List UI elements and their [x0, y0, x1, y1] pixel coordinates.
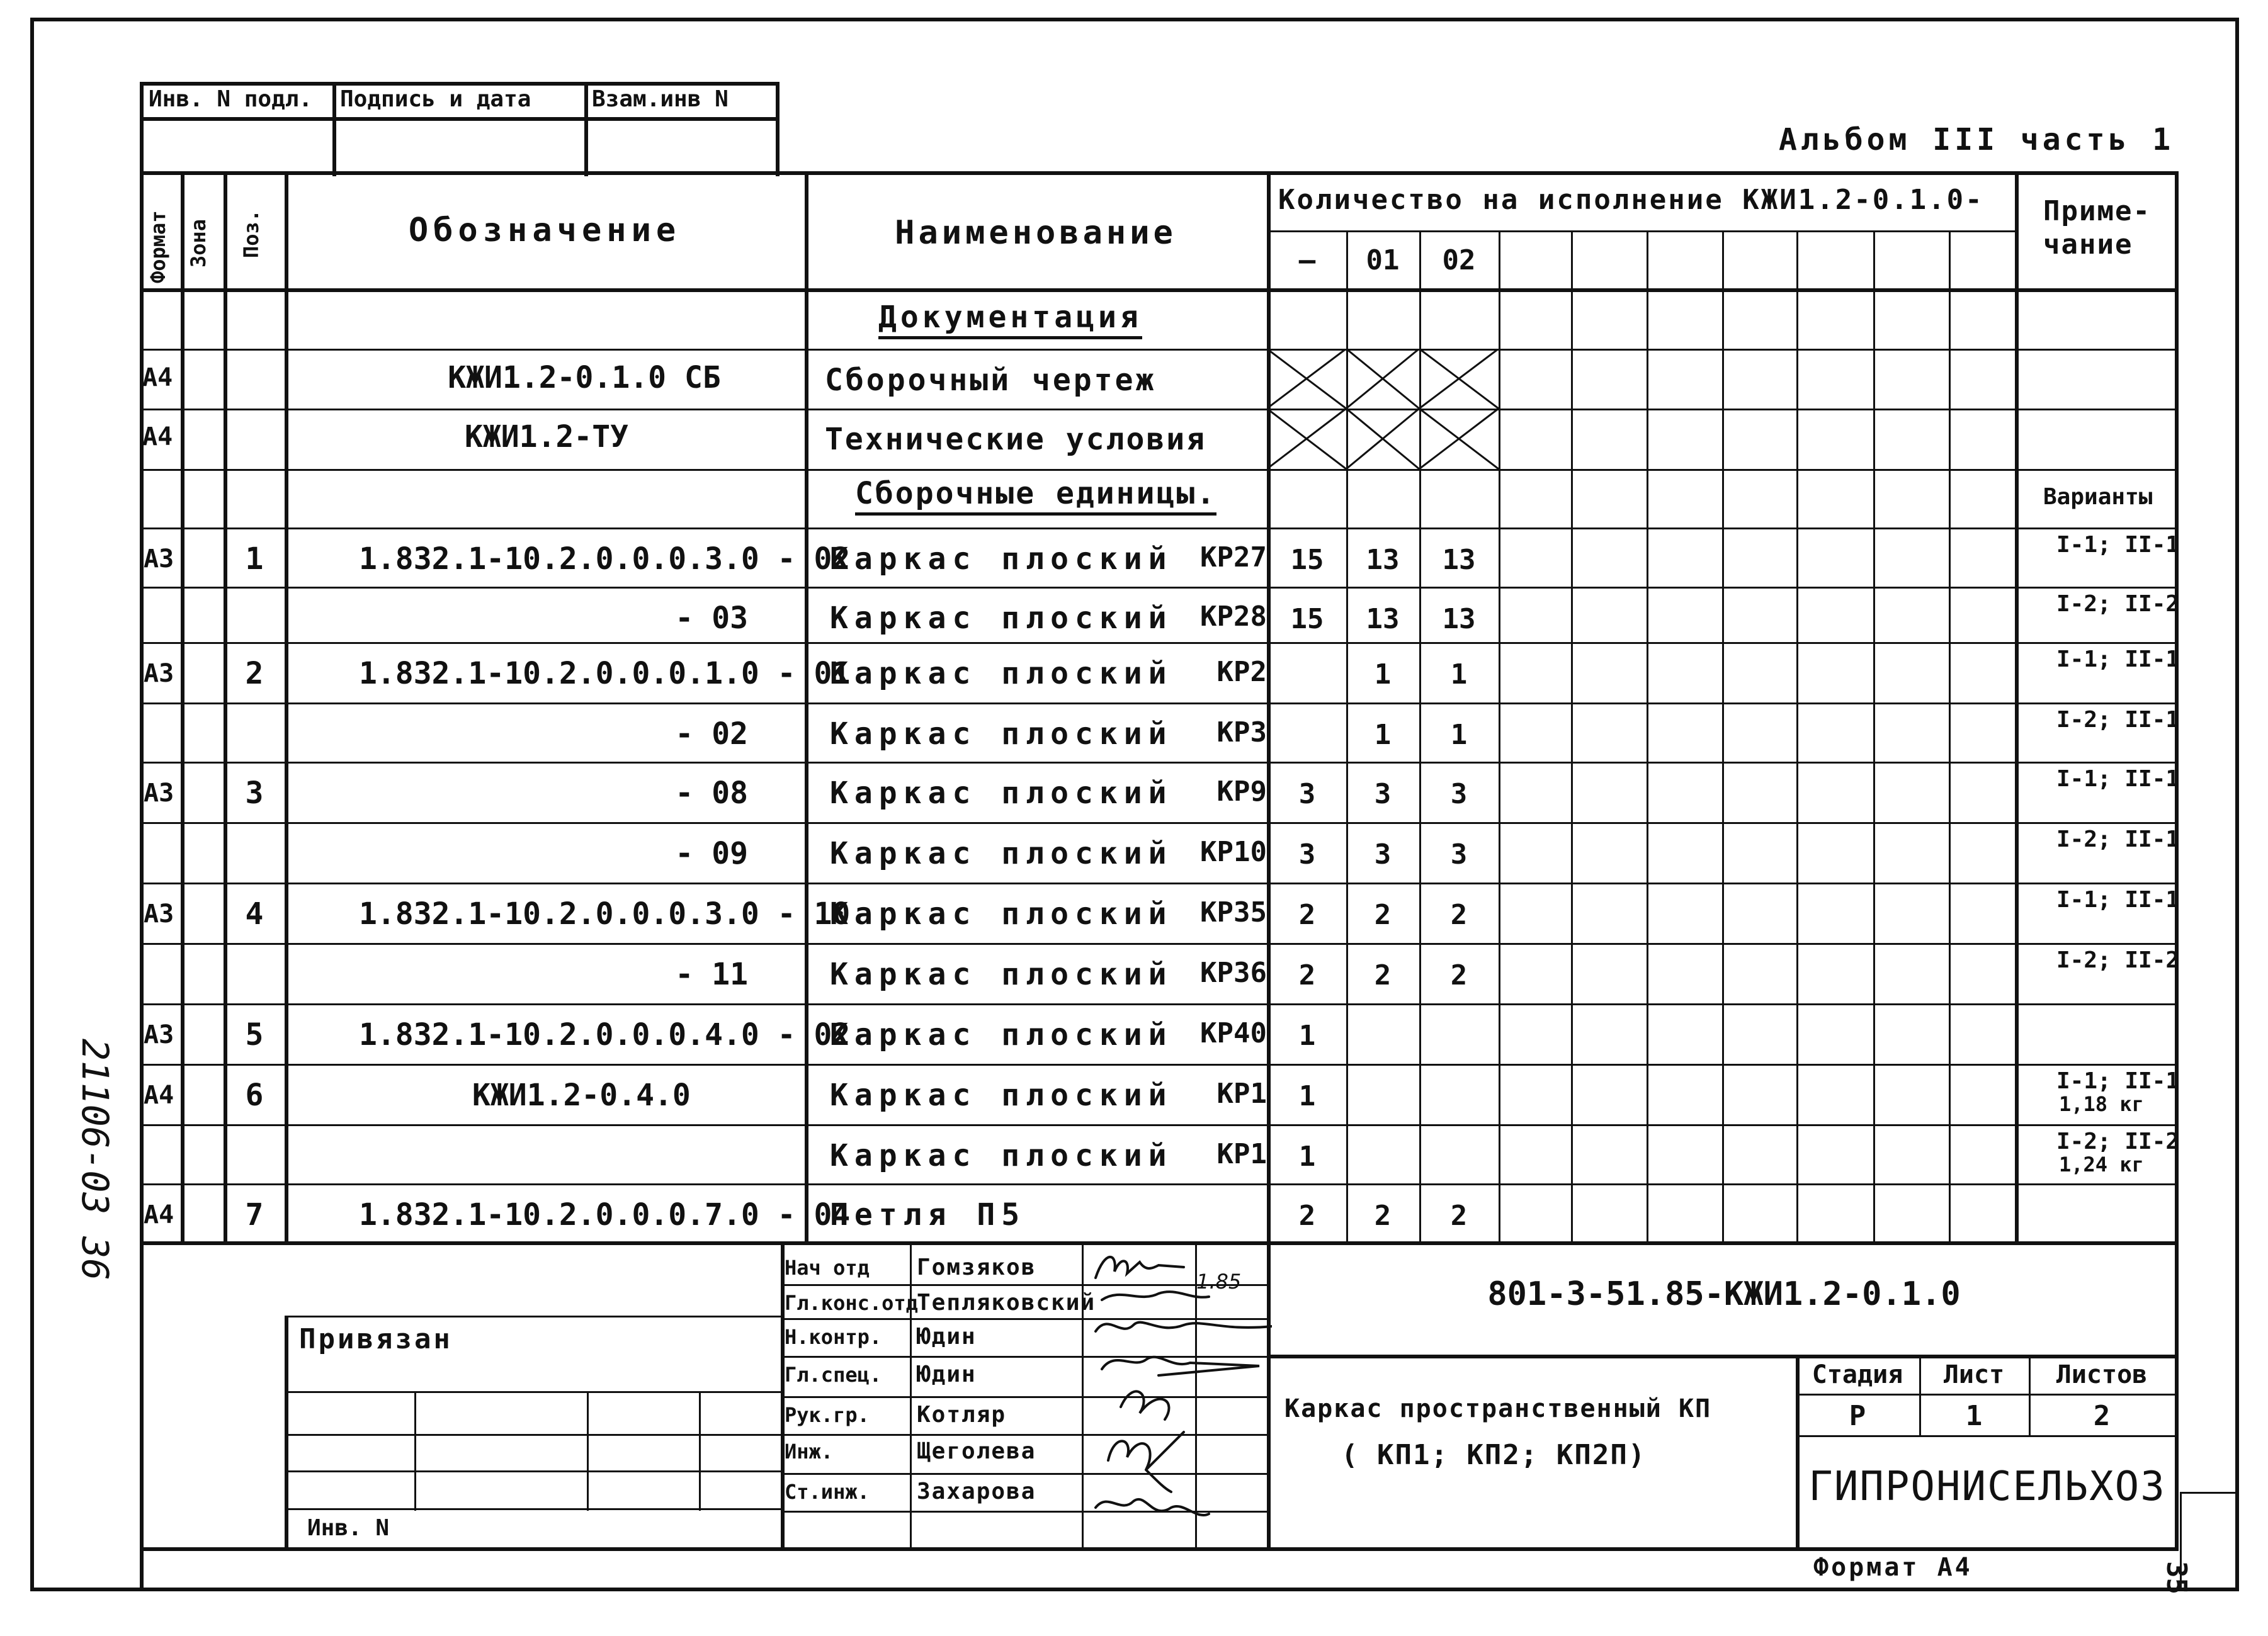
role-label: Нач отд [785, 1256, 870, 1280]
row-qty: 13 [1366, 603, 1400, 635]
role-person: Тепляковский [917, 1290, 1096, 1316]
row-name: Каркас плоский [830, 1078, 1173, 1113]
row-pos: 4 [245, 896, 264, 932]
row-name: Каркас плоский [830, 601, 1173, 636]
row-qty: 13 [1442, 603, 1476, 635]
stamp-inv-label: Инв. N подл. [149, 86, 313, 112]
row-note: I-2; II-2 [2056, 591, 2180, 617]
stamp-sign-label: Подпись и дата [340, 86, 531, 112]
row-designation: - 09 [675, 836, 748, 871]
role-label: Рук.гр. [785, 1403, 870, 1427]
sheet-label: Лист [1943, 1360, 2005, 1389]
row-pos: 1 [245, 541, 264, 577]
row-qty: 1 [1450, 719, 1468, 751]
row-qty: 2 [1298, 959, 1316, 991]
row-qty: 1 [1450, 658, 1468, 691]
row-note: I-2; II-2 [2056, 947, 2180, 973]
row-qty: 13 [1366, 544, 1400, 576]
row-note: I-1; II-1 [2056, 532, 2180, 558]
row-qty: 15 [1290, 603, 1324, 635]
row-qty: 15 [1290, 544, 1324, 576]
frame-bottom [30, 1588, 2239, 1591]
row-qty: 2 [1374, 1200, 1392, 1232]
stamp-replace-label: Взам.инв N [592, 86, 729, 112]
doc-row-2-designation: КЖИ1.2-ТУ [464, 419, 629, 454]
margin-note: 21106-03 36 [74, 1039, 116, 1281]
row-qty: 2 [1450, 899, 1468, 931]
row-designation: 1.832.1-10.2.0.0.0.1.0 - 01 [359, 656, 851, 691]
doc-cross-marks [1267, 349, 1506, 469]
row-note: I-1; II-1 [2056, 646, 2180, 672]
row-name: Петля П5 [830, 1197, 1026, 1233]
row-pos: 2 [245, 656, 264, 691]
header-quantity: Количество на исполнение КЖИ1.2-0.1.0- [1278, 184, 1984, 216]
row-designation: 1.832.1-10.2.0.0.0.3.0 - 10 [359, 896, 851, 932]
row-designation: 1.832.1-10.2.0.0.0.7.0 - 04 [359, 1197, 851, 1233]
row-name: Каркас плоский [830, 716, 1173, 752]
sheets-label: Листов [2056, 1360, 2148, 1389]
row-qty: 3 [1374, 838, 1392, 871]
format-label: Формат А4 [1813, 1553, 1973, 1582]
row-pos: 5 [245, 1017, 264, 1052]
row-mark: КР27 [1200, 541, 1267, 573]
row-qty: 2 [1374, 959, 1392, 991]
title-line2: ( КП1; КП2; КП2П) [1341, 1439, 1647, 1471]
row-designation: - 03 [675, 601, 748, 636]
row-note: I-1; II-1 [2056, 766, 2180, 792]
role-person: Щеголева [917, 1438, 1036, 1464]
doc-row-2-format: А4 [142, 422, 173, 451]
role-person: Котляр [917, 1402, 1007, 1428]
row-note: I-2; II-1 [2056, 826, 2180, 852]
row-qty: 3 [1450, 778, 1468, 810]
header-designation: Обозначение [408, 212, 681, 249]
page-number: 35 [2160, 1561, 2192, 1594]
row-note: I-1; II-1 [2056, 1068, 2180, 1094]
row-format: А3 [144, 1020, 174, 1049]
row-name: Каркас плоский [830, 1138, 1173, 1173]
section-docs: Документация [878, 302, 1142, 339]
album-label: Альбом III часть 1 [1779, 122, 2175, 157]
row-qty: 3 [1374, 778, 1392, 810]
role-person: Гомзяков [917, 1255, 1036, 1280]
row-name: Каркас плоский [830, 541, 1173, 577]
org-name: ГИПРОНИСЕЛЬХОЗ [1808, 1464, 2166, 1510]
role-person: Юдин [917, 1362, 977, 1387]
row-pos: 7 [245, 1197, 264, 1233]
row-mark: КР1 [1216, 1138, 1267, 1170]
row-designation: - 08 [675, 776, 748, 811]
variants-label: Варианты [2043, 484, 2153, 510]
row-note: I-2; II-1 [2056, 707, 2180, 733]
doc-row-1-name: Сборочный чертеж [825, 363, 1157, 398]
doc-row-1-designation: КЖИ1.2-0.1.0 СБ [448, 360, 721, 395]
row-mark: КР10 [1200, 836, 1267, 868]
attached-label: Привязан [299, 1323, 453, 1355]
role-label: Гл.конс.отд [785, 1291, 918, 1315]
row-mark: КР28 [1200, 601, 1267, 633]
row-mark: КР3 [1216, 716, 1267, 748]
row-mark: КР40 [1200, 1017, 1267, 1049]
row-name: Каркас плоский [830, 656, 1173, 691]
row-mark: КР9 [1216, 776, 1267, 808]
row-note: I-1; II-1 [2056, 887, 2180, 913]
row-note-weight: 1,24 кг [2059, 1153, 2144, 1176]
row-name: Каркас плоский [830, 1017, 1173, 1052]
inv-label: Инв. N [307, 1515, 390, 1541]
row-qty: 2 [1298, 899, 1316, 931]
row-pos: 6 [245, 1078, 264, 1113]
signatures-image [1083, 1243, 1272, 1545]
row-name: Каркас плоский [830, 836, 1173, 871]
role-label: Инж. [785, 1440, 834, 1464]
header-variant-1: 01 [1366, 244, 1400, 276]
row-mark: КР35 [1200, 896, 1267, 928]
header-variant-0: — [1298, 244, 1316, 276]
row-designation: КЖИ1.2-0.4.0 [472, 1078, 691, 1113]
row-qty: 13 [1442, 544, 1476, 576]
row-mark: КР2 [1216, 656, 1267, 688]
row-name: Каркас плоский [830, 776, 1173, 811]
header-pos: Поз. [239, 209, 263, 258]
row-format: А3 [144, 659, 174, 688]
frame-top [30, 18, 2239, 21]
row-qty: 3 [1298, 778, 1316, 810]
row-qty: 1 [1374, 658, 1392, 691]
frame-right [2235, 18, 2239, 1591]
header-zone: Зона [186, 218, 210, 268]
row-qty: 1 [1298, 1080, 1316, 1112]
row-designation: - 02 [675, 716, 748, 752]
row-note-weight: 1,18 кг [2059, 1092, 2144, 1116]
doc-code: 801-3-51.85-КЖИ1.2-0.1.0 [1487, 1275, 1961, 1313]
doc-row-1-format: А4 [142, 363, 173, 392]
row-qty: 2 [1374, 899, 1392, 931]
row-format: А3 [144, 900, 174, 928]
row-qty: 1 [1298, 1141, 1316, 1173]
role-label: Гл.спец. [785, 1363, 882, 1387]
row-mark: КР1 [1216, 1078, 1267, 1110]
frame-left [30, 18, 34, 1591]
title-line1: Каркас пространственный КП [1284, 1394, 1712, 1423]
row-qty: 2 [1450, 1200, 1468, 1232]
role-person: Захарова [917, 1479, 1036, 1504]
doc-row-2-name: Технические условия [825, 422, 1207, 457]
row-qty: 2 [1298, 1200, 1316, 1232]
row-qty: 2 [1450, 959, 1468, 991]
header-format: Формат [146, 210, 170, 283]
sheet-value: 1 [1965, 1400, 1983, 1432]
row-format: А3 [144, 544, 174, 573]
row-format: А4 [144, 1200, 174, 1229]
header-name: Наименование [895, 214, 1177, 252]
row-format: А3 [144, 779, 174, 808]
row-note: I-2; II-2 [2056, 1129, 2180, 1154]
row-name: Каркас плоский [830, 957, 1173, 992]
sheets-value: 2 [2093, 1400, 2111, 1432]
row-designation: 1.832.1-10.2.0.0.0.3.0 - 02 [359, 541, 851, 577]
row-qty: 1 [1298, 1020, 1316, 1052]
row-format: А4 [144, 1081, 174, 1110]
sign-date: 1.85 [1196, 1270, 1242, 1294]
role-label: Н.контр. [785, 1325, 882, 1349]
row-designation: 1.832.1-10.2.0.0.0.4.0 - 02 [359, 1017, 851, 1052]
section-units: Сборочные единицы. [855, 478, 1216, 516]
row-mark: КР36 [1200, 957, 1267, 989]
row-pos: 3 [245, 776, 264, 811]
role-person: Юдин [917, 1324, 977, 1350]
row-qty: 3 [1450, 838, 1468, 871]
header-note: Приме-чание [2043, 195, 2151, 261]
stage-label: Стадия [1812, 1360, 1903, 1389]
stage-value: Р [1849, 1400, 1866, 1432]
row-qty: 1 [1374, 719, 1392, 751]
row-name: Каркас плоский [830, 896, 1173, 932]
row-qty: 3 [1298, 838, 1316, 871]
row-designation: - 11 [675, 957, 748, 992]
role-label: Ст.инж. [785, 1480, 870, 1504]
header-variant-2: 02 [1442, 244, 1476, 276]
